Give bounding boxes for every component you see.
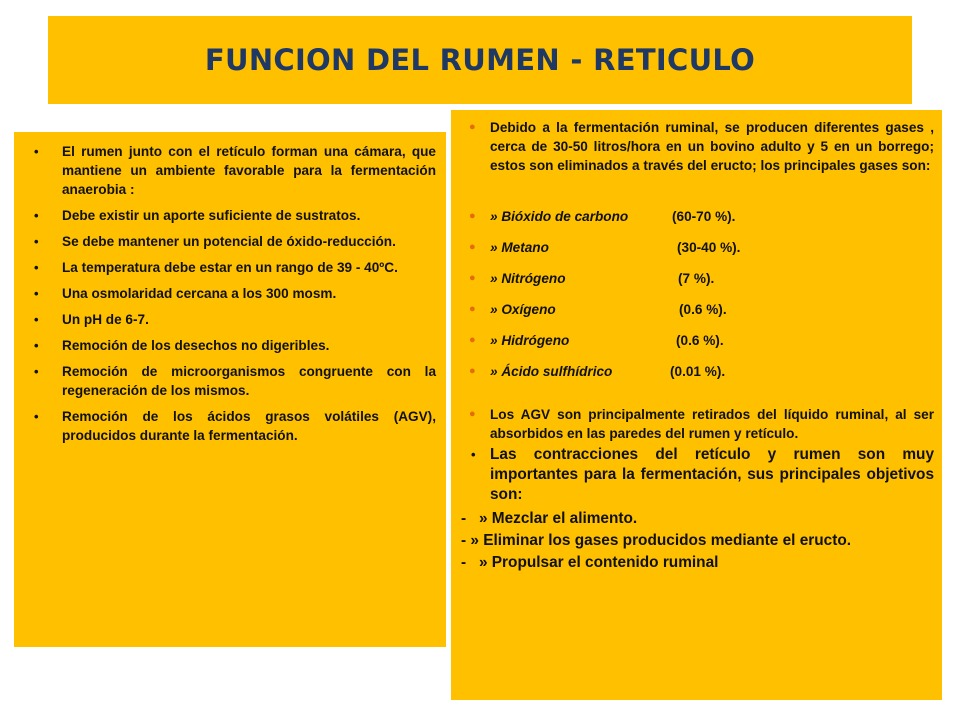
- bullet-icon: ●: [469, 334, 476, 346]
- objective-line: - » Eliminar los gases producidos mediante el eructo.: [461, 532, 852, 549]
- list-item: • Remoción de microorganismos congruente con la regeneración de los mismos.: [34, 364, 436, 398]
- gas-value: (60-70 %).: [672, 209, 736, 224]
- list-item: • La temperatura debe estar en un rango de 39 - 40ºC.: [34, 260, 398, 275]
- list-item: • Debe existir un aporte suficiente de sustratos.: [34, 208, 361, 223]
- gas-name: » Bióxido de carbono: [490, 209, 629, 224]
- bullet-icon: ●: [469, 272, 476, 284]
- contracciones-text: Las contracciones del retículo y rumen son muy importantes para la fermentación, sus principales objetivos son:: [490, 446, 934, 503]
- bullet-icon: •: [471, 447, 476, 462]
- list-item: • Una osmolaridad cercana a los 300 mosm.: [34, 286, 337, 301]
- gas-name: » Nitrógeno: [490, 271, 566, 286]
- gas-row: [461, 300, 934, 331]
- list-item-text: Se debe mantener un potencial de óxido-reducción.: [62, 234, 396, 249]
- gas-value: (0.6 %).: [676, 333, 724, 348]
- objective-line: - » Propulsar el contenido ruminal: [461, 554, 719, 571]
- gases-intro: [461, 118, 934, 175]
- gas-value: (0.01 %).: [670, 364, 726, 379]
- gas-row: [461, 269, 934, 300]
- list-item: • Remoción de los ácidos grasos volátiles (AGV), producidos durante la fermentación.: [34, 409, 436, 443]
- bullet-icon: ●: [469, 365, 476, 377]
- list-item-text: Remoción de microorganismos congruente con la regeneración de los mismos.: [62, 364, 436, 398]
- list-item: • Un pH de 6-7.: [34, 312, 149, 327]
- list-item: • Remoción de los desechos no digeribles.: [34, 338, 330, 353]
- gases-list: [461, 207, 934, 393]
- list-item-text: Remoción de los desechos no digeribles.: [62, 338, 330, 353]
- list-item-text: Un pH de 6-7.: [62, 312, 149, 327]
- list-item-text: El rumen junto con el retículo forman una cámara, que mantiene un ambiente favorable para la fermentación anaerobia :: [62, 144, 436, 197]
- page-title: FUNCION DEL RUMEN - RETICULO: [204, 43, 756, 77]
- agv-text: Los AGV son principalmente retirados del líquido ruminal, al ser absorbidos en las paredes del rumen y retículo.: [490, 407, 934, 441]
- title-banner: [48, 16, 912, 104]
- gas-name: » Metano: [490, 240, 549, 255]
- list-item: • Se debe mantener un potencial de óxido-reducción.: [34, 234, 396, 249]
- gas-name: » Ácido sulfhídrico: [490, 364, 613, 379]
- list-item: • El rumen junto con el retículo forman una cámara, que mantiene un ambiente favorable para la fermentación anaerobia :: [34, 144, 436, 197]
- bullet-icon: ●: [469, 241, 476, 253]
- right-panel: [451, 110, 942, 700]
- bullet-icon: ●: [469, 121, 476, 133]
- gas-row: [461, 207, 934, 238]
- bullet-icon: ●: [469, 408, 476, 420]
- gas-value: (0.6 %).: [679, 302, 727, 317]
- rumen-conditions-list: [34, 142, 436, 445]
- gas-row: [461, 331, 934, 362]
- gas-name: » Hidrógeno: [490, 333, 570, 348]
- bullet-icon: ●: [469, 210, 476, 222]
- contracciones-paragraph: [461, 445, 934, 505]
- objective-line: - » Mezclar el alimento.: [461, 510, 638, 527]
- bullet-icon: ●: [469, 303, 476, 315]
- list-item-text: Debe existir un aporte suficiente de sustratos.: [62, 208, 361, 223]
- gas-value: (30-40 %).: [677, 240, 741, 255]
- gas-row: [461, 238, 934, 269]
- list-item-text: Remoción de los ácidos grasos volátiles (AGV), producidos durante la fermentación.: [62, 409, 436, 443]
- gas-value: (7 %).: [678, 271, 715, 286]
- list-item-text: La temperatura debe estar en un rango de 39 - 40ºC.: [62, 260, 398, 275]
- gas-name: » Oxígeno: [490, 302, 556, 317]
- gas-row: [461, 362, 934, 393]
- left-panel: [14, 132, 446, 647]
- gases-intro-text: Debido a la fermentación ruminal, se producen diferentes gases , cerca de 30-50 litros/hora en un bovino adulto y 5 en un borrego; estos son eliminados a través del eructo; los principales gases son:: [490, 120, 934, 173]
- agv-paragraph: [461, 405, 934, 443]
- list-item-text: Una osmolaridad cercana a los 300 mosm.: [62, 286, 337, 301]
